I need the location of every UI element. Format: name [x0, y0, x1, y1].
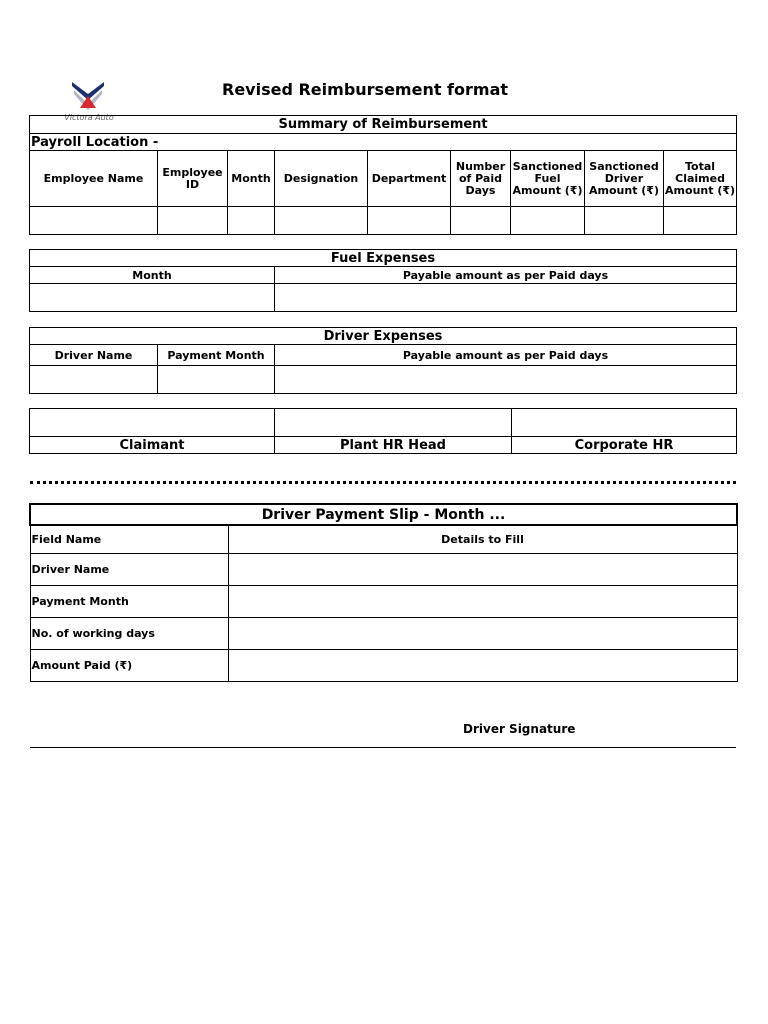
victora-logo-icon [60, 80, 116, 114]
slip-heading: Driver Payment Slip - Month ... [30, 504, 737, 525]
plant-hr-signature-box[interactable] [275, 409, 512, 437]
fuel-input-month[interactable] [30, 284, 275, 312]
input-month[interactable] [228, 207, 275, 235]
input-employee-id[interactable] [158, 207, 228, 235]
driver-col-name: Driver Name [30, 345, 158, 366]
col-employee-name: Employee Name [30, 151, 158, 207]
fuel-col-month: Month [30, 267, 275, 284]
input-paid-days[interactable] [451, 207, 511, 235]
col-sanctioned-fuel: Sanctioned Fuel Amount (₹) [511, 151, 585, 207]
fuel-heading: Fuel Expenses [30, 250, 737, 267]
driver-expenses-table [29, 327, 737, 394]
col-month: Month [228, 151, 275, 207]
slip-input-payment-month[interactable] [228, 585, 737, 617]
driver-col-payable: Payable amount as per Paid days [275, 345, 737, 366]
input-sanctioned-fuel[interactable] [511, 207, 585, 235]
slip-label-amount-paid: Amount Paid (₹) [30, 649, 228, 681]
input-total-claimed[interactable] [664, 207, 737, 235]
claimant-label: Claimant [30, 437, 275, 454]
slip-input-driver-name[interactable] [228, 553, 737, 585]
signature-table [29, 408, 737, 454]
col-total-claimed: Total Claimed Amount (₹) [664, 151, 737, 207]
col-sanctioned-driver: Sanctioned Driver Amount (₹) [585, 151, 664, 207]
driver-input-payable[interactable] [275, 366, 737, 394]
driver-input-payment-month[interactable] [158, 366, 275, 394]
driver-input-name[interactable] [30, 366, 158, 394]
summary-heading: Summary of Reimbursement [30, 116, 737, 134]
fuel-input-payable[interactable] [275, 284, 737, 312]
col-designation: Designation [275, 151, 368, 207]
summary-table [29, 115, 737, 235]
driver-signature-line [30, 747, 736, 748]
claimant-signature-box[interactable] [30, 409, 275, 437]
driver-payment-slip-table [29, 503, 738, 682]
input-designation[interactable] [275, 207, 368, 235]
logo-text: Victora Auto [64, 113, 114, 122]
col-department: Department [368, 151, 451, 207]
slip-col-field-name: Field Name [30, 525, 228, 553]
cut-line-divider [30, 481, 736, 484]
driver-col-payment-month: Payment Month [158, 345, 275, 366]
slip-col-details: Details to Fill [228, 525, 737, 553]
driver-expenses-heading: Driver Expenses [30, 328, 737, 345]
corporate-hr-label: Corporate HR [512, 437, 737, 454]
slip-label-driver-name: Driver Name [30, 553, 228, 585]
fuel-col-payable: Payable amount as per Paid days [275, 267, 737, 284]
slip-input-working-days[interactable] [228, 617, 737, 649]
page-title: Revised Reimbursement format [222, 80, 509, 99]
input-department[interactable] [368, 207, 451, 235]
driver-signature-label: Driver Signature [463, 722, 576, 736]
fuel-expenses-table [29, 249, 737, 312]
input-employee-name[interactable] [30, 207, 158, 235]
slip-label-payment-month: Payment Month [30, 585, 228, 617]
plant-hr-head-label: Plant HR Head [275, 437, 512, 454]
col-paid-days: Number of Paid Days [451, 151, 511, 207]
corporate-hr-signature-box[interactable] [512, 409, 737, 437]
slip-label-working-days: No. of working days [30, 617, 228, 649]
payroll-location-label: Payroll Location - [30, 134, 737, 151]
input-sanctioned-driver[interactable] [585, 207, 664, 235]
slip-input-amount-paid[interactable] [228, 649, 737, 681]
col-employee-id: Employee ID [158, 151, 228, 207]
